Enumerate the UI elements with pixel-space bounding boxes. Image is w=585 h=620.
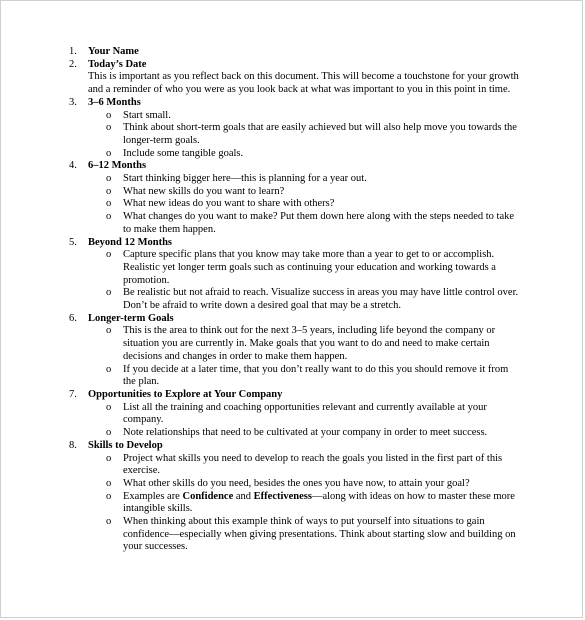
bullet-item [61, 491, 521, 516]
section-heading: 3–6 Months [88, 96, 141, 108]
list-item-beyond-12-months [61, 237, 521, 250]
bold-term-effectiveness: Effectiveness [253, 490, 312, 502]
list-number: 2. [69, 58, 77, 70]
bullet-item [61, 453, 521, 478]
bullet-marker: o [106, 477, 112, 489]
section-heading: Today’s Date [88, 58, 147, 70]
bold-term-confidence: Confidence [182, 490, 234, 502]
list-item-longer-term-goals [61, 313, 521, 326]
list-number: 7. [69, 388, 77, 400]
list-item-3-6-months [61, 97, 521, 110]
list-item-todays-date [61, 59, 521, 97]
bullet-marker: o [106, 109, 112, 121]
bullet-text: Be realistic but not afraid to reach. Visualize success in areas you may have little control over. Don’t be afraid to write down a desired goal that may be a stretch. [123, 287, 519, 312]
bullet-item [61, 198, 521, 211]
section-heading: Your Name [88, 46, 139, 57]
bullet-marker: o [106, 490, 112, 502]
section-heading: Skills to Develop [88, 439, 163, 451]
bullet-text: Capture specific plans that you know may take more than a year to get to or accomplish. Realistic yet longer term goals such as continuing your education and working towards a promotion. [123, 249, 496, 286]
section-paragraph: This is important as you reflect back on this document. This will become a touchstone for your growth and a reminder of who you were as you look back at what was important to you in this point in time. [88, 71, 519, 96]
bullet-text-post: —along with ideas on how to master these more intangible skills. [123, 490, 515, 515]
bullet-item [61, 287, 521, 312]
section-heading: Opportunities to Explore at Your Company [88, 388, 283, 400]
bullet-text: When thinking about this example think of ways to put yourself into situations to gain confidence—especially when giving presentations. Think about starting slow and building on your successes. [123, 516, 516, 553]
bullet-text-pre: Examples are [123, 490, 183, 502]
bullet-marker: o [106, 427, 112, 439]
section-heading: 6–12 Months [88, 160, 147, 172]
bullet-item [61, 427, 521, 440]
list-item-6-12-months [61, 160, 521, 173]
bullet-marker: o [106, 363, 112, 375]
bullet-marker: o [106, 173, 112, 185]
bullet-text: What other skills do you need, besides the ones you have now, to attain your goal? [123, 477, 470, 489]
bullet-text: What new ideas do you want to share with others? [123, 198, 335, 210]
list-number: 8. [69, 439, 77, 451]
bullet-item [61, 364, 521, 389]
bullet-item [61, 211, 521, 236]
bullet-item [61, 478, 521, 491]
bullet-item [61, 249, 521, 287]
list-item-your-name [61, 46, 521, 59]
bullet-text: What changes do you want to make? Put them down here along with the steps needed to take to make them happen. [123, 211, 515, 235]
bullet-item [61, 325, 521, 363]
bullet-marker: o [106, 325, 112, 337]
bullet-text: Start thinking bigger here—this is planning for a year out. [123, 173, 367, 185]
bullet-item [61, 516, 521, 554]
bullet-item [61, 122, 521, 147]
bullet-marker: o [106, 401, 112, 413]
list-number: 3. [69, 96, 77, 108]
bullet-marker: o [106, 211, 112, 223]
bullet-text: Think about short-term goals that are easily achieved but will also help move you towards the longer-term goals. [123, 122, 517, 146]
bullet-item [61, 110, 521, 123]
bullet-text: Start small. [123, 109, 171, 121]
bullet-item [61, 148, 521, 161]
bullet-item [61, 402, 521, 427]
list-number: 6. [69, 312, 77, 324]
bullet-text: If you decide at a later time, that you don’t really want to do this you should remove it from the plan. [123, 363, 509, 388]
bullet-text: Project what skills you need to develop to reach the goals you listed in the first part of this exercise. [123, 452, 503, 477]
bullet-text: Note relationships that need to be cultivated at your company in order to meet success. [123, 427, 488, 439]
bullet-marker: o [106, 516, 112, 528]
list-number: 1. [69, 46, 77, 57]
bullet-text: Include some tangible goals. [123, 147, 244, 159]
bullet-text: List all the training and coaching opportunities relevant and currently available at your company. [123, 401, 487, 426]
bullet-text: What new skills do you want to learn? [123, 185, 285, 197]
list-item-opportunities [61, 389, 521, 402]
bullet-item [61, 186, 521, 199]
bullet-text-and: and [233, 490, 254, 502]
bullet-marker: o [106, 287, 112, 299]
list-number: 5. [69, 236, 77, 248]
bullet-marker: o [106, 185, 112, 197]
bullet-text: This is the area to think out for the next 3–5 years, including life beyond the company or situation you are currently in. Make goals that you want to do and need to make certain decisions and changes in order to make them happen. [123, 325, 496, 362]
bullet-marker: o [106, 452, 112, 464]
bullet-item [61, 173, 521, 186]
section-heading: Longer-term Goals [88, 312, 174, 324]
career-plan-list [61, 46, 521, 554]
list-item-skills-to-develop [61, 440, 521, 453]
section-heading: Beyond 12 Months [88, 236, 173, 248]
bullet-marker: o [106, 249, 112, 261]
list-number: 4. [69, 160, 77, 172]
bullet-marker: o [106, 147, 112, 159]
bullet-marker: o [106, 198, 112, 210]
bullet-marker: o [106, 122, 112, 134]
